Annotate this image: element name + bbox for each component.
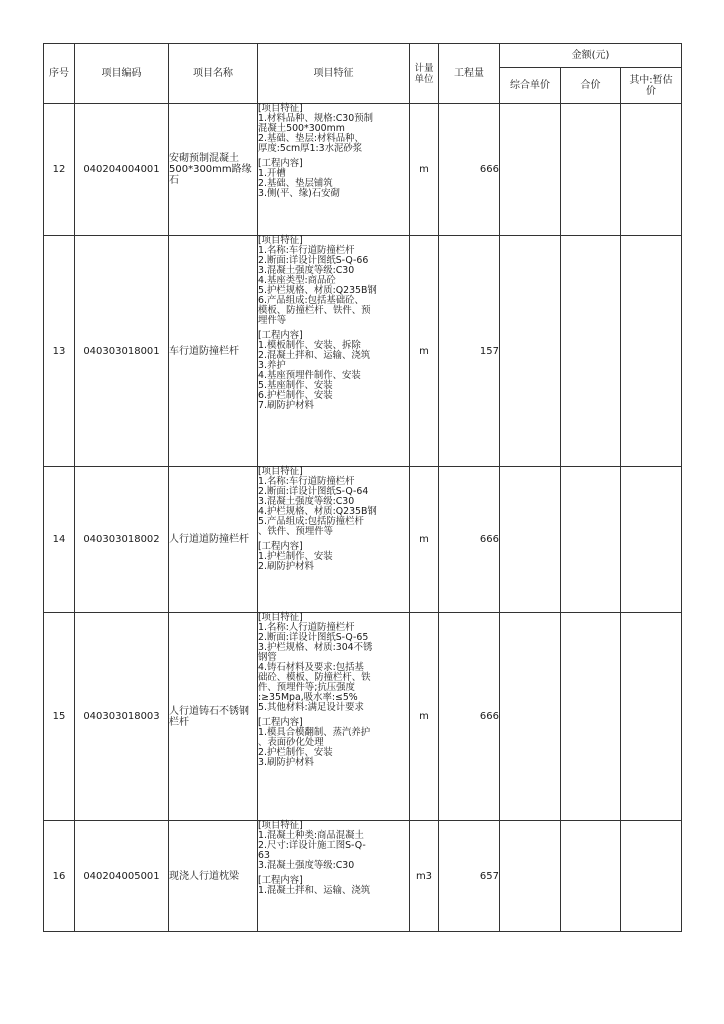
feature-line: 件、预埋件等;抗压强度	[258, 682, 355, 693]
table-row	[44, 236, 682, 467]
row-provisional	[621, 104, 682, 236]
row-unit-price	[500, 236, 561, 467]
feature-line: :≥35Mpa,吸水率:≤5%	[258, 692, 358, 703]
feature-line: 6.护栏制作、安装	[258, 390, 333, 401]
feature-line: [工程内容]	[258, 330, 303, 341]
feature-line: [项目特征]	[258, 612, 303, 623]
row-quantity: 666	[439, 104, 500, 236]
work-content-block	[258, 331, 409, 411]
feature-line: 2.基础、垫层铺筑	[258, 178, 333, 189]
row-total	[561, 236, 621, 467]
feature-line: 5.其他材料:满足设计要求	[258, 702, 364, 713]
work-content-block	[258, 542, 409, 572]
feature-line: 4.基座预埋件制作、安装	[258, 370, 361, 381]
header-quantity: 工程量	[439, 44, 500, 104]
row-unit-price	[500, 467, 561, 613]
feature-line: 7.刷防护材料	[258, 400, 314, 411]
row-name: 人行道道防撞栏杆	[169, 467, 258, 613]
feature-line: 1.混凝土种类:商品混凝土	[258, 830, 364, 841]
feature-line: 3.混凝土强度等级:C30	[258, 265, 355, 276]
row-provisional	[621, 613, 682, 821]
row-features	[258, 104, 410, 236]
feature-line: 2.基础、垫层:材料品种、	[258, 133, 364, 144]
feature-line: 1.护栏制作、安装	[258, 551, 333, 562]
feature-line: 、表面砂化处理	[258, 737, 324, 748]
feature-line: 3.混凝土强度等级:C30	[258, 860, 355, 871]
table-row	[44, 467, 682, 613]
feature-line: [项目特征]	[258, 466, 303, 477]
feature-line: 4.铸石材料及要求:包括基	[258, 662, 364, 673]
work-content-block	[258, 876, 409, 896]
row-unit: m	[410, 467, 439, 613]
table-row	[44, 613, 682, 821]
feature-line: 2.混凝土拌和、运输、浇筑	[258, 350, 371, 361]
table-row	[44, 104, 682, 236]
feature-line: 2.护栏制作、安装	[258, 747, 333, 758]
row-unit-price	[500, 613, 561, 821]
feature-line: 础砼、模板、防撞栏杆、铁	[258, 672, 371, 683]
feature-line: [工程内容]	[258, 541, 303, 552]
feature-line: 3.养护	[258, 360, 286, 371]
row-seq: 15	[44, 613, 75, 821]
feature-line: 混凝土500*300mm	[258, 123, 345, 134]
row-unit: m	[410, 236, 439, 467]
work-content-block	[258, 159, 409, 199]
feature-line: 2.刷防护材料	[258, 561, 314, 572]
row-quantity: 157	[439, 236, 500, 467]
row-total	[561, 467, 621, 613]
feature-line: 1.材料品种、规格:C30预制	[258, 113, 373, 124]
bill-of-quantities-table	[43, 43, 682, 932]
feature-line: 6.产品组成:包括基础砼、	[258, 295, 364, 306]
row-name: 车行道防撞栏杆	[169, 236, 258, 467]
feature-line: [项目特征]	[258, 235, 303, 246]
row-provisional	[621, 236, 682, 467]
row-code: 040303018003	[75, 613, 169, 821]
row-quantity: 657	[439, 821, 500, 932]
row-features	[258, 236, 410, 467]
row-name: 安砌预制混凝土500*300mm路缘石	[169, 104, 258, 236]
feature-line: [工程内容]	[258, 158, 303, 169]
row-unit: m	[410, 613, 439, 821]
table-row	[44, 821, 682, 932]
feature-line: 5.基座制作、安装	[258, 380, 333, 391]
row-features	[258, 613, 410, 821]
row-quantity: 666	[439, 467, 500, 613]
feature-line: 厚度:5cm厚1:3水泥砂浆	[258, 143, 363, 154]
row-features	[258, 467, 410, 613]
feature-line: 2.断面:详设计图纸S-Q-66	[258, 255, 369, 266]
feature-line: [项目特征]	[258, 103, 303, 114]
feature-line: 模板、防撞栏杆、铁件、预	[258, 305, 371, 316]
header-name: 项目名称	[169, 44, 258, 104]
row-unit: m	[410, 104, 439, 236]
row-unit: m3	[410, 821, 439, 932]
feature-line: 5.产品组成:包括防撞栏杆	[258, 516, 364, 527]
row-unit-price	[500, 104, 561, 236]
row-seq: 14	[44, 467, 75, 613]
feature-line: 2.断面:详设计图纸S-Q-65	[258, 632, 369, 643]
feature-line: 1.模具合模翻制、蒸汽养护	[258, 727, 371, 738]
row-quantity: 666	[439, 613, 500, 821]
feature-line: 3.混凝土强度等级:C30	[258, 496, 355, 507]
feature-line: 1.混凝土拌和、运输、浇筑	[258, 885, 371, 896]
feature-line: [工程内容]	[258, 717, 303, 728]
header-total: 合价	[561, 68, 621, 104]
feature-line: 1.开槽	[258, 168, 286, 179]
row-total	[561, 613, 621, 821]
feature-line: 3.侧(平、缘)石安砌	[258, 188, 340, 199]
feature-line: 3.刷防护材料	[258, 757, 314, 768]
row-seq: 13	[44, 236, 75, 467]
row-name: 人行道铸石不锈钢栏杆	[169, 613, 258, 821]
row-provisional	[621, 467, 682, 613]
row-features	[258, 821, 410, 932]
feature-line: 钢管	[258, 652, 277, 663]
row-code: 040204005001	[75, 821, 169, 932]
feature-block	[258, 467, 409, 537]
feature-line: 5.护栏规格、材质:Q235B钢	[258, 285, 377, 296]
header-amount: 金额(元)	[500, 44, 682, 68]
feature-line: [项目特征]	[258, 820, 303, 831]
header-unit: 计量单位	[410, 44, 439, 104]
row-provisional	[621, 821, 682, 932]
work-content-block	[258, 718, 409, 768]
header-seq: 序号	[44, 44, 75, 104]
feature-line: 4.护栏规格、材质:Q235B钢	[258, 506, 377, 517]
feature-line: 、铁件、预埋件等	[258, 526, 334, 537]
feature-block	[258, 236, 409, 326]
header-provisional: 其中:暂估价	[621, 68, 682, 104]
feature-block	[258, 613, 409, 713]
feature-line: 3.护栏规格、材质:304不锈	[258, 642, 373, 653]
feature-line: 1.名称:车行道防撞栏杆	[258, 476, 355, 487]
feature-line: 4.基座类型:商品砼	[258, 275, 336, 286]
row-seq: 12	[44, 104, 75, 236]
row-code: 040303018001	[75, 236, 169, 467]
feature-line: [工程内容]	[258, 875, 303, 886]
feature-line: 1.名称:车行道防撞栏杆	[258, 245, 355, 256]
row-seq: 16	[44, 821, 75, 932]
feature-line: 63	[258, 850, 270, 861]
row-total	[561, 821, 621, 932]
header-unit-price: 综合单价	[500, 68, 561, 104]
row-unit-price	[500, 821, 561, 932]
header-code: 项目编码	[75, 44, 169, 104]
row-code: 040204004001	[75, 104, 169, 236]
feature-line: 2.尺寸:详设计施工图S-Q-	[258, 840, 366, 851]
feature-block	[258, 104, 409, 154]
feature-line: 1.名称:人行道防撞栏杆	[258, 622, 355, 633]
feature-line: 埋件等	[258, 315, 287, 326]
feature-line: 1.模板制作、安装、拆除	[258, 340, 361, 351]
row-total	[561, 104, 621, 236]
row-name: 现浇人行道枕梁	[169, 821, 258, 932]
row-code: 040303018002	[75, 467, 169, 613]
feature-block	[258, 821, 409, 871]
header-features: 项目特征	[258, 44, 410, 104]
feature-line: 2.断面:详设计图纸S-Q-64	[258, 486, 369, 497]
